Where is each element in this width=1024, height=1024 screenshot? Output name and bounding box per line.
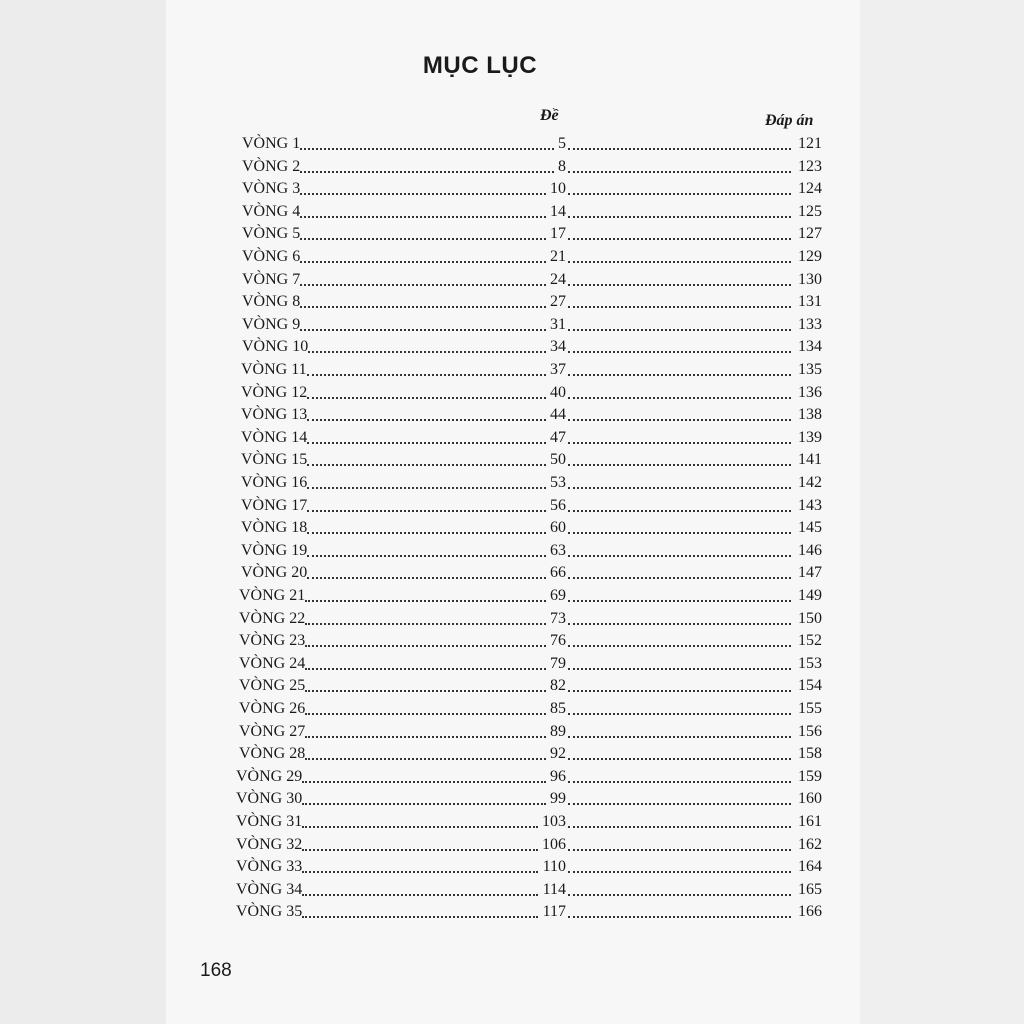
- toc-leader: [305, 623, 546, 625]
- toc-leader: [307, 397, 546, 399]
- toc-de-page: 89: [550, 722, 566, 740]
- toc-leader: [302, 916, 538, 918]
- toc-row: [0, 630, 1024, 652]
- toc-row: [0, 291, 1024, 313]
- toc-leader: [300, 238, 546, 240]
- toc-leader: [305, 758, 546, 760]
- toc-de-page: 50: [550, 451, 566, 469]
- toc-leader: [300, 193, 546, 195]
- toc-dap-an-page: 160: [798, 790, 822, 808]
- toc-dap-an-page: 124: [798, 180, 822, 198]
- toc-row: [0, 156, 1024, 178]
- toc-leader: [305, 713, 546, 715]
- toc-dap-an-page: 121: [798, 135, 822, 152]
- toc-leader: [568, 284, 791, 286]
- toc-dap-an-page: 165: [798, 880, 822, 898]
- toc-de-page: 5: [558, 135, 566, 152]
- toc-dap-an-page: 142: [798, 474, 822, 491]
- toc-leader: [308, 351, 546, 353]
- toc-label: VÒNG 12: [241, 383, 308, 401]
- toc-label: VÒNG 25: [239, 677, 306, 695]
- toc-leader: [302, 849, 538, 851]
- toc-leader: [300, 329, 546, 331]
- toc-leader: [568, 668, 791, 670]
- toc-dap-an-page: 136: [798, 383, 822, 401]
- toc-leader: [300, 216, 546, 218]
- toc-label: VÒNG 5: [242, 225, 301, 243]
- toc-de-page: 27: [550, 293, 566, 311]
- toc-leader: [568, 577, 791, 579]
- toc-label: VÒNG 31: [236, 813, 303, 830]
- toc-row: [0, 834, 1024, 856]
- toc-dap-an-page: 125: [798, 202, 822, 220]
- toc-leader: [568, 781, 791, 783]
- toc-dap-an-page: 129: [798, 248, 822, 265]
- toc-dap-an-page: 133: [798, 315, 822, 333]
- toc-dap-an-page: 143: [798, 496, 822, 514]
- toc-row: [0, 246, 1024, 268]
- toc-dap-an-page: 147: [798, 564, 822, 582]
- toc-label: VÒNG 14: [241, 428, 308, 446]
- toc-row: [0, 608, 1024, 630]
- toc-leader: [568, 849, 791, 851]
- toc-leader: [568, 216, 791, 218]
- toc-dap-an-page: 159: [798, 767, 822, 785]
- toc-de-page: 110: [542, 858, 566, 876]
- toc-leader: [568, 758, 791, 760]
- toc-leader: [568, 894, 791, 896]
- toc-leader: [568, 306, 791, 308]
- toc-leader: [305, 690, 546, 692]
- toc-label: VÒNG 8: [242, 293, 301, 311]
- toc-row: [0, 133, 1024, 155]
- toc-dap-an-page: 156: [798, 722, 822, 740]
- toc-de-page: 31: [550, 315, 566, 333]
- toc-leader: [568, 871, 791, 873]
- toc-label: VÒNG 21: [239, 587, 306, 604]
- toc-row: [0, 359, 1024, 381]
- toc-de-page: 60: [550, 519, 566, 537]
- toc-dap-an-page: 145: [798, 519, 822, 537]
- toc-dap-an-page: 154: [798, 677, 822, 695]
- toc-de-page: 21: [550, 248, 566, 265]
- toc-de-page: 117: [542, 903, 566, 921]
- toc-de-page: 24: [550, 270, 566, 288]
- toc-label: VÒNG 26: [239, 700, 306, 717]
- column-header-dap-an: Đáp án: [765, 112, 814, 129]
- toc-de-page: 66: [550, 564, 566, 582]
- toc-label: VÒNG 16: [241, 474, 308, 491]
- toc-leader: [307, 555, 546, 557]
- toc-leader: [307, 442, 546, 444]
- toc-row: [0, 788, 1024, 810]
- toc-label: VÒNG 15: [241, 451, 308, 469]
- toc-leader: [307, 464, 546, 466]
- toc-row: [0, 201, 1024, 223]
- toc-row: [0, 495, 1024, 517]
- toc-leader: [302, 894, 538, 896]
- toc-label: VÒNG 22: [239, 609, 306, 627]
- toc-de-page: 106: [542, 835, 566, 853]
- toc-row: [0, 879, 1024, 901]
- toc-label: VÒNG 30: [236, 790, 303, 808]
- toc-leader: [568, 713, 791, 715]
- toc-label: VÒNG 17: [241, 496, 308, 514]
- toc-dap-an-page: 130: [798, 270, 822, 288]
- toc-leader: [302, 803, 546, 805]
- toc-row: [0, 540, 1024, 562]
- toc-label: VÒNG 6: [242, 248, 301, 265]
- toc-de-page: 76: [550, 632, 566, 650]
- toc-leader: [568, 193, 791, 195]
- toc-dap-an-page: 138: [798, 406, 822, 424]
- toc-dap-an-page: 123: [798, 157, 822, 175]
- toc-leader: [305, 645, 546, 647]
- toc-leader: [302, 781, 546, 783]
- toc-row: [0, 653, 1024, 675]
- toc-leader: [568, 600, 791, 602]
- toc-leader: [307, 374, 546, 376]
- toc-dap-an-page: 153: [798, 654, 822, 672]
- toc-leader: [568, 826, 791, 828]
- toc-label: VÒNG 11: [241, 361, 307, 378]
- toc-leader: [300, 306, 546, 308]
- toc-leader: [568, 171, 791, 173]
- toc-de-page: 114: [542, 880, 566, 898]
- toc-label: VÒNG 28: [239, 745, 306, 763]
- toc-leader: [302, 826, 538, 828]
- toc-de-page: 40: [550, 383, 566, 401]
- toc-label: VÒNG 34: [236, 880, 303, 898]
- toc-label: VÒNG 33: [236, 858, 303, 876]
- toc-de-page: 85: [550, 700, 566, 717]
- toc-label: VÒNG 35: [236, 903, 303, 921]
- toc-row: [0, 856, 1024, 878]
- toc-leader: [568, 329, 791, 331]
- toc-leader: [568, 510, 791, 512]
- toc-leader: [568, 645, 791, 647]
- toc-dap-an-page: 166: [798, 903, 822, 921]
- toc-label: VÒNG 20: [241, 564, 308, 582]
- toc-row: [0, 517, 1024, 539]
- toc-dap-an-page: 155: [798, 700, 822, 717]
- toc-leader: [300, 148, 554, 150]
- toc-dap-an-page: 161: [798, 813, 822, 830]
- toc-de-page: 56: [550, 496, 566, 514]
- toc-leader: [307, 487, 546, 489]
- toc-dap-an-page: 158: [798, 745, 822, 763]
- toc-dap-an-page: 135: [798, 361, 822, 378]
- toc-label: VÒNG 7: [242, 270, 301, 288]
- toc-dap-an-page: 127: [798, 225, 822, 243]
- toc-row: [0, 382, 1024, 404]
- toc-row: [0, 427, 1024, 449]
- toc-de-page: 69: [550, 587, 566, 604]
- toc-de-page: 14: [550, 202, 566, 220]
- toc-row: [0, 675, 1024, 697]
- toc-leader: [568, 351, 791, 353]
- toc-dap-an-page: 150: [798, 609, 822, 627]
- toc-leader: [307, 577, 546, 579]
- toc-label: VÒNG 2: [242, 157, 301, 175]
- toc-leader: [300, 284, 546, 286]
- toc-label: VÒNG 32: [236, 835, 303, 853]
- toc-leader: [568, 736, 791, 738]
- column-header-de: Đề: [540, 107, 559, 124]
- toc-leader: [568, 803, 791, 805]
- toc-de-page: 53: [550, 474, 566, 491]
- toc-leader: [568, 419, 791, 421]
- toc-dap-an-page: 164: [798, 858, 822, 876]
- toc-leader: [307, 532, 546, 534]
- toc-leader: [305, 736, 546, 738]
- toc-leader: [300, 171, 554, 173]
- toc-dap-an-page: 134: [798, 338, 822, 356]
- toc-row: [0, 698, 1024, 720]
- toc-row: [0, 721, 1024, 743]
- toc-dap-an-page: 152: [798, 632, 822, 650]
- toc-de-page: 8: [558, 157, 566, 175]
- toc-de-page: 10: [550, 180, 566, 198]
- toc-de-page: 96: [550, 767, 566, 785]
- toc-de-page: 34: [550, 338, 566, 356]
- toc-label: VÒNG 18: [241, 519, 308, 537]
- toc-leader: [568, 374, 791, 376]
- toc-leader: [307, 419, 546, 421]
- toc-label: VÒNG 13: [241, 406, 308, 424]
- toc-leader: [568, 148, 791, 150]
- toc-leader: [568, 623, 791, 625]
- toc-row: [0, 585, 1024, 607]
- toc-label: VÒNG 3: [242, 180, 301, 198]
- toc-leader: [302, 871, 538, 873]
- toc-row: [0, 404, 1024, 426]
- toc-row: [0, 562, 1024, 584]
- toc-de-page: 92: [550, 745, 566, 763]
- toc-row: [0, 336, 1024, 358]
- toc-leader: [568, 532, 791, 534]
- toc-row: [0, 901, 1024, 923]
- toc-de-page: 73: [550, 609, 566, 627]
- toc-label: VÒNG 23: [239, 632, 306, 650]
- page-title: MỤC LỤC: [422, 52, 538, 79]
- toc-leader: [307, 510, 546, 512]
- toc-leader: [568, 238, 791, 240]
- toc-label: VÒNG 10: [242, 338, 309, 356]
- toc-label: VÒNG 9: [242, 315, 301, 333]
- toc-de-page: 37: [550, 361, 566, 378]
- toc-leader: [305, 668, 546, 670]
- toc-leader: [568, 555, 791, 557]
- toc-de-page: 79: [550, 654, 566, 672]
- toc-de-page: 82: [550, 677, 566, 695]
- toc-label: VÒNG 27: [239, 722, 306, 740]
- toc-de-page: 17: [550, 225, 566, 243]
- toc-dap-an-page: 141: [798, 451, 822, 469]
- toc-de-page: 63: [550, 541, 566, 559]
- toc-dap-an-page: 139: [798, 428, 822, 446]
- toc-leader: [568, 442, 791, 444]
- toc-de-page: 44: [550, 406, 566, 424]
- toc-row: [0, 766, 1024, 788]
- toc-label: VÒNG 24: [239, 654, 306, 672]
- toc-leader: [305, 600, 546, 602]
- toc-leader: [568, 261, 791, 263]
- page-number: 168: [200, 960, 232, 981]
- toc-row: [0, 449, 1024, 471]
- toc-dap-an-page: 162: [798, 835, 822, 853]
- toc-leader: [568, 464, 791, 466]
- toc-leader: [568, 690, 791, 692]
- toc-dap-an-page: 149: [798, 587, 822, 604]
- toc-leader: [568, 487, 791, 489]
- toc-row: [0, 178, 1024, 200]
- toc-row: [0, 811, 1024, 833]
- toc-label: VÒNG 29: [236, 767, 303, 785]
- toc-de-page: 99: [550, 790, 566, 808]
- toc-de-page: 103: [542, 813, 566, 830]
- toc-leader: [568, 397, 791, 399]
- toc-row: [0, 223, 1024, 245]
- toc-de-page: 47: [550, 428, 566, 446]
- toc-label: VÒNG 1: [242, 135, 301, 152]
- toc-label: VÒNG 4: [242, 202, 301, 220]
- toc-dap-an-page: 131: [798, 293, 822, 311]
- toc-label: VÒNG 19: [241, 541, 308, 559]
- toc-row: [0, 472, 1024, 494]
- toc-row: [0, 269, 1024, 291]
- toc-row: [0, 314, 1024, 336]
- toc-dap-an-page: 146: [798, 541, 822, 559]
- toc-row: [0, 743, 1024, 765]
- toc-leader: [300, 261, 546, 263]
- toc-leader: [568, 916, 791, 918]
